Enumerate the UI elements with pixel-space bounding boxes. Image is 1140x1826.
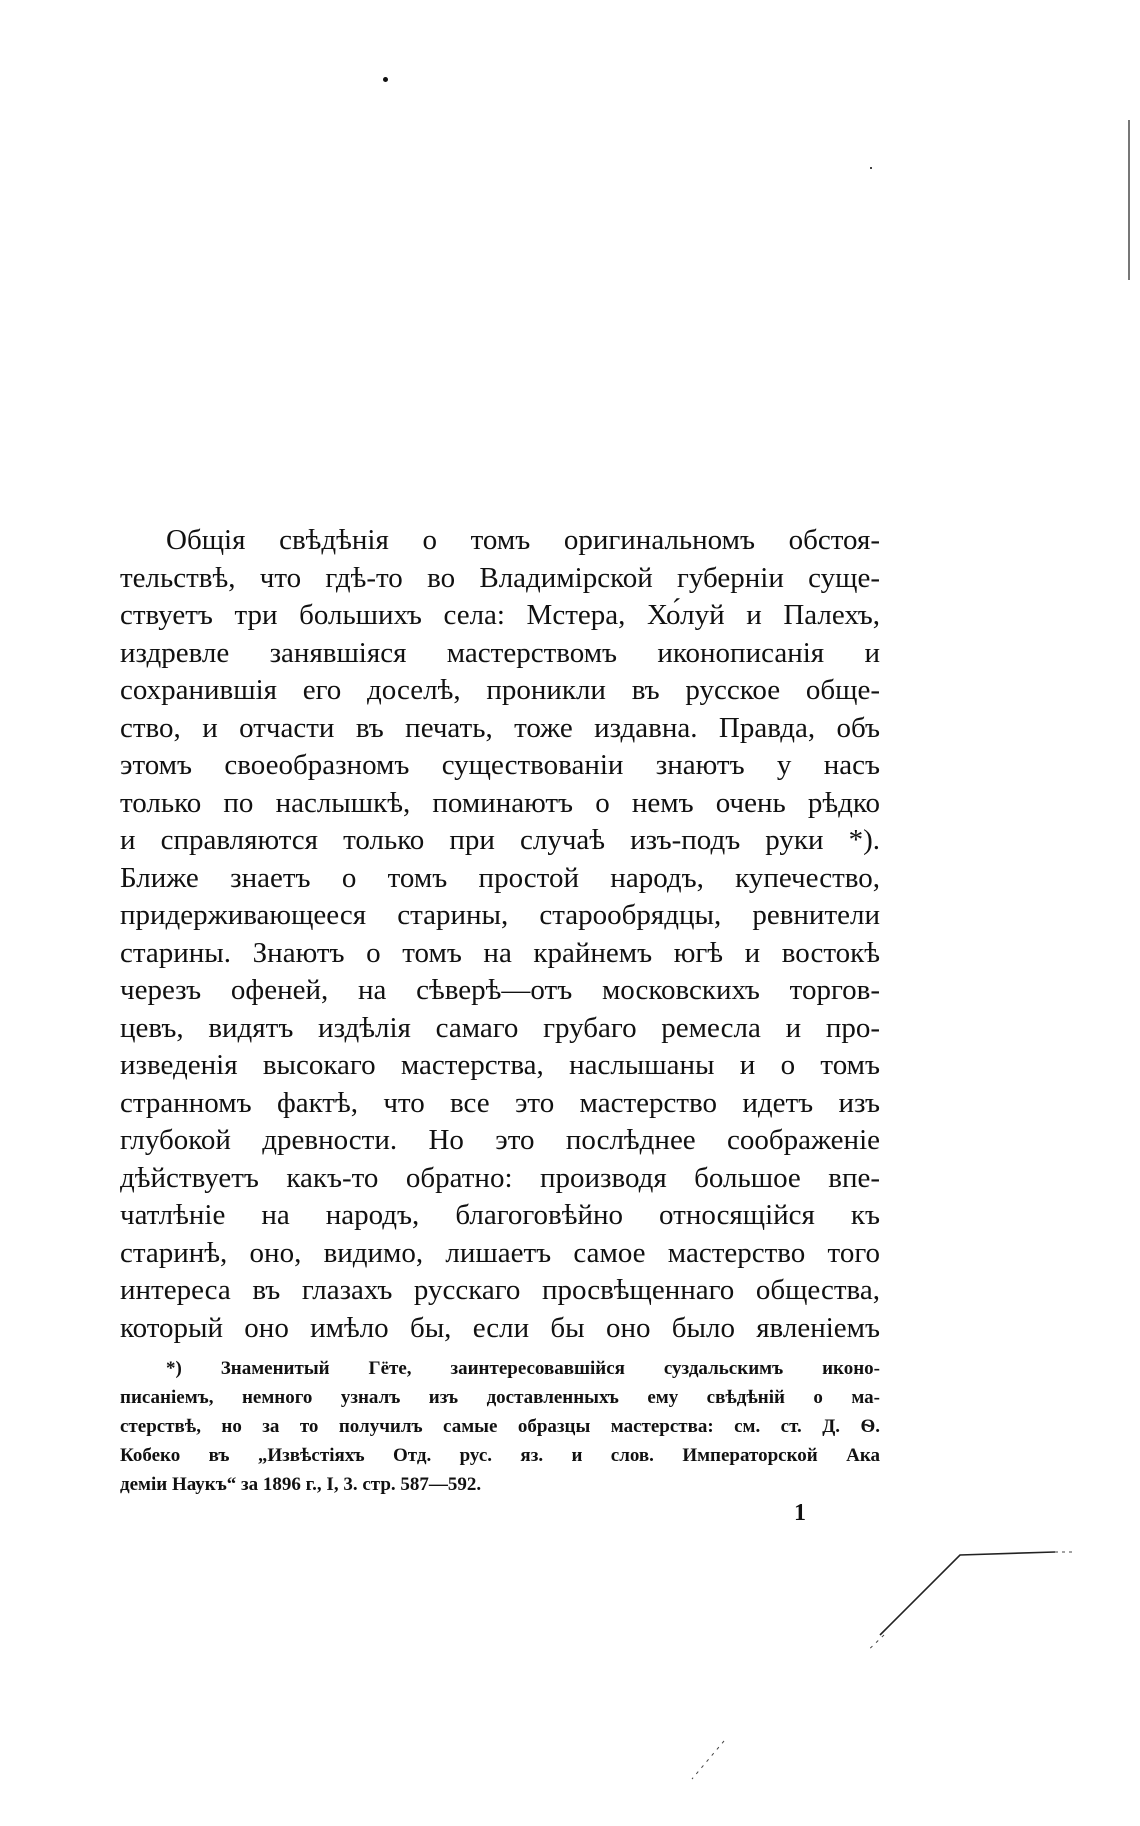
paragraph-line: тельствѣ, что гдѣ-то во Владимірской губерніи суще- <box>120 561 880 594</box>
paragraph-line: Общія свѣдѣнія о томъ оригинальномъ обстоя- <box>166 524 880 556</box>
paragraph-line: ство, и отчасти въ печать, тоже издавна. Правда, объ <box>120 711 880 744</box>
paragraph-line: издревле занявшіяся мастерствомъ иконописанія и <box>120 636 880 669</box>
footnote-line: деміи Наукъ“ за 1896 г., I, 3. стр. 587—592. <box>120 1474 482 1495</box>
ink-speck <box>383 77 388 82</box>
page-number: 1 <box>794 1500 806 1526</box>
paragraph-line: странномъ фактѣ, что все это мастерство идетъ изъ <box>120 1086 880 1119</box>
footnote-line: стерствѣ, но за то получилъ самые образцы мастерства: см. ст. Д. Ѳ. <box>120 1416 880 1437</box>
paragraph-line: старинѣ, оно, видимо, лишаетъ самое мастерство того <box>120 1236 880 1269</box>
paragraph-line: чатлѣніе на народъ, благоговѣйно относящійся къ <box>120 1199 880 1231</box>
paragraph-line: Ближе знаетъ о томъ простой народъ, купечество, <box>120 861 880 894</box>
footnote-line: писаніемъ, немного узналъ изъ доставленныхъ ему свѣдѣній о ма- <box>120 1387 880 1408</box>
ink-speck <box>870 167 872 169</box>
paragraph-line: придерживающееся старины, старообрядцы, ревнители <box>120 899 880 931</box>
paragraph-line: этомъ своеобразномъ существованіи знаютъ у насъ <box>120 749 880 781</box>
paragraph-line: черезъ офеней, на сѣверѣ—отъ московскихъ торгов- <box>120 974 880 1006</box>
paragraph-line: только по наслышкѣ, поминаютъ о немъ очень рѣдко <box>120 786 880 819</box>
paragraph-line: изведенія высокаго мастерства, наслышаны и о томъ <box>120 1049 880 1081</box>
paragraph-line: который оно имѣло бы, если бы оно было явленіемъ <box>120 1311 880 1344</box>
footnote <box>120 1354 880 1499</box>
paragraph-line: цевъ, видятъ издѣлія самаго грубаго ремесла и про- <box>120 1011 880 1044</box>
paragraph-line: ствуетъ три большихъ села: Мстера, Хо́луй и Палехъ, <box>120 599 880 631</box>
paragraph-line: сохранившія его доселѣ, проникли въ русское обще- <box>120 674 880 706</box>
paragraph-line: и справляются только при случаѣ изъ-подъ руки *). <box>120 824 880 856</box>
paragraph-line: глубокой древности. Но это послѣднее соображеніе <box>120 1124 880 1156</box>
cropped-text-line <box>120 1336 420 1342</box>
footnote-line: *) Знаменитый Гёте, заинтересовавшійся суздальскимъ иконо- <box>166 1358 880 1379</box>
paragraph-line: интереса въ глазахъ русскаго просвѣщеннаго общества, <box>120 1274 880 1306</box>
main-paragraph <box>120 522 880 1347</box>
pencil-mark <box>684 1735 744 1785</box>
paragraph-line: дѣйствуетъ какъ-то обратно: производя большое впе- <box>120 1161 880 1194</box>
scan-edge-line <box>1128 120 1130 280</box>
pencil-mark <box>840 1540 1080 1650</box>
paragraph-line: старины. Знаютъ о томъ на крайнемъ югѣ и востокѣ <box>120 936 880 969</box>
footnote-line: Кобеко въ „Извѣстіяхъ Отд. рус. яз. и слов. Императорской Ака <box>120 1445 880 1466</box>
